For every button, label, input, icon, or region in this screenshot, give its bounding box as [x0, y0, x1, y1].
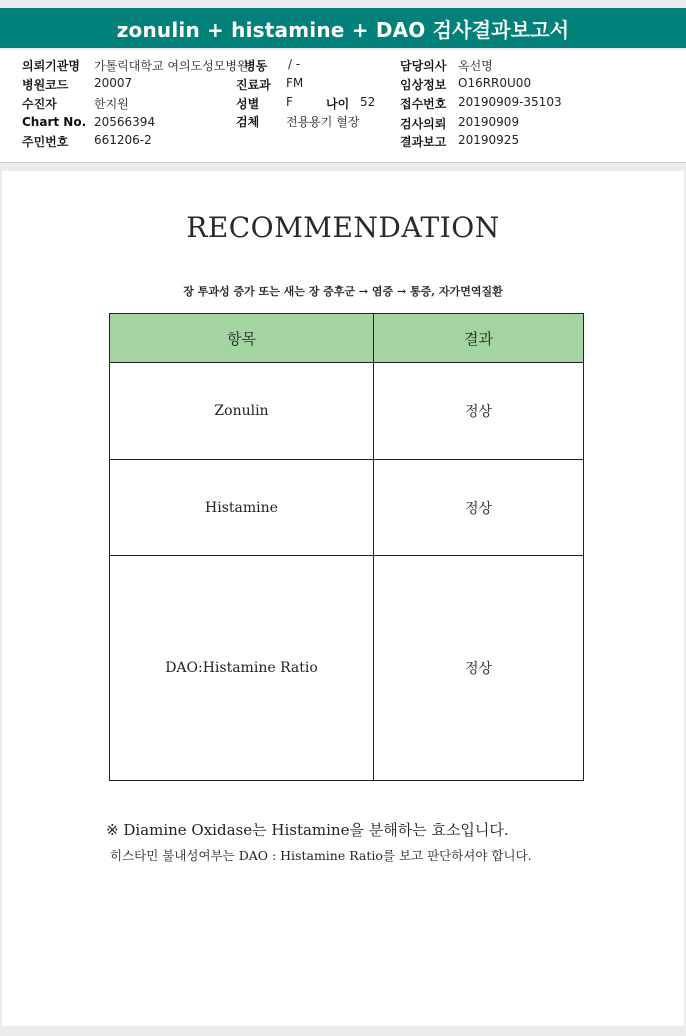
info-label-ward: 병동	[244, 59, 268, 73]
patient-info-panel	[0, 50, 686, 163]
info-label-hospital-code: 병원코드	[22, 78, 69, 92]
header-result: 결과	[374, 314, 584, 363]
info-label-test-request-date: 검사의뢰	[400, 117, 447, 131]
top-margin	[0, 0, 686, 8]
row-result-histamine: 정상	[374, 460, 584, 556]
info-value-hospital-code: 20007	[94, 76, 133, 90]
info-label-age: 나이	[326, 97, 350, 111]
info-label-specimen: 검체	[236, 115, 260, 129]
info-label-chart-no: Chart No.	[22, 115, 87, 129]
info-label-patient-name: 수진자	[22, 97, 57, 111]
recommendation-subline: 장 투과성 증가 또는 새는 장 증후군 → 염증 → 통증, 자가면역질환	[183, 285, 503, 298]
table-row	[110, 460, 584, 556]
info-value-department: FM	[286, 76, 304, 90]
bottom-margin	[0, 1026, 686, 1036]
note-line-1: ※ Diamine Oxidase는 Histamine을 분해하는 효소입니다.	[106, 821, 509, 839]
row-item-dao-ratio: DAO:Histamine Ratio	[110, 556, 374, 781]
row-result-zonulin: 정상	[374, 363, 584, 460]
info-value-test-request-date: 20190909	[458, 115, 520, 129]
table-row	[110, 363, 584, 460]
info-value-clinical-info: O16RR0U00	[458, 76, 532, 90]
recommendation-page	[2, 171, 684, 1026]
results-header-row	[110, 314, 584, 363]
info-value-resident-number: 661206-2	[94, 133, 152, 147]
info-label-requesting-institution: 의뢰기관명	[22, 59, 80, 73]
info-value-patient-name: 한지원	[94, 97, 129, 111]
row-item-zonulin: Zonulin	[110, 363, 374, 460]
info-value-physician: 옥선명	[458, 59, 493, 73]
recommendation-heading: RECOMMENDATION	[186, 211, 500, 244]
report-title-bar	[0, 8, 686, 48]
info-label-clinical-info: 임상정보	[400, 78, 447, 92]
results-table	[109, 313, 584, 781]
report-title: zonulin + histamine + DAO 검사결과보고서	[116, 17, 570, 42]
header-item: 항목	[110, 314, 374, 363]
info-value-receipt-number: 20190909-35103	[458, 95, 562, 109]
info-label-department: 진료과	[236, 78, 271, 92]
info-value-result-report-date: 20190925	[458, 133, 520, 147]
row-result-dao-ratio: 정상	[374, 556, 584, 781]
info-value-age: 52	[360, 95, 376, 109]
info-value-sex: F	[286, 95, 293, 109]
info-value-ward: / -	[288, 57, 301, 71]
info-label-resident-number: 주민번호	[22, 135, 69, 149]
table-row	[110, 556, 584, 781]
info-label-result-report-date: 결과보고	[400, 135, 447, 149]
info-label-receipt-number: 접수번호	[400, 97, 447, 111]
info-value-requesting-institution: 가톨릭대학교 여의도성모병원	[94, 59, 249, 73]
info-value-chart-no: 20566394	[94, 115, 156, 129]
section-divider	[0, 163, 686, 171]
info-label-physician: 담당의사	[400, 59, 447, 73]
note-line-2: 히스타민 불내성여부는 DAO : Histamine Ratio를 보고 판단하셔야 합니다.	[110, 848, 532, 863]
info-value-specimen: 전용용기 혈장	[286, 115, 360, 129]
info-label-sex: 성별	[236, 97, 260, 111]
row-item-histamine: Histamine	[110, 460, 374, 556]
